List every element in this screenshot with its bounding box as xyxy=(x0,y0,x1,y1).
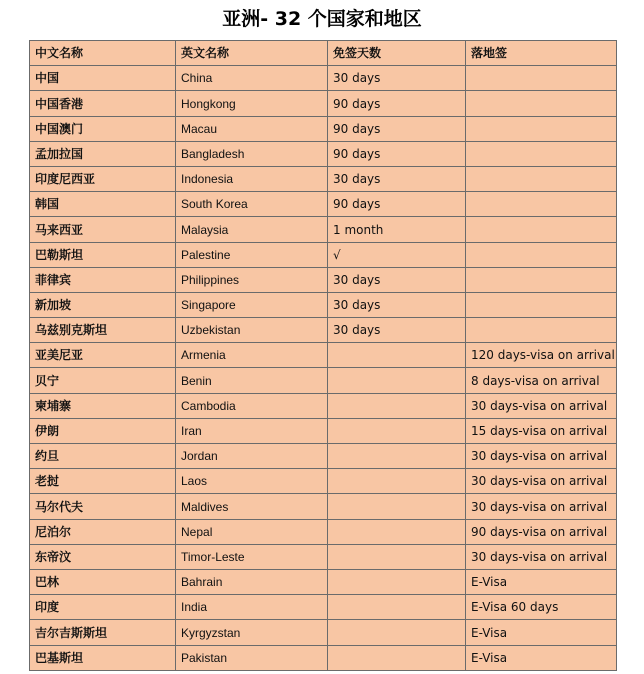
cell-visa-on-arrival xyxy=(466,217,617,242)
cell-chinese-name: 伊朗 xyxy=(30,418,176,443)
cell-visa-free-days: 1 month xyxy=(328,217,466,242)
cell-english-name: Laos xyxy=(176,469,328,494)
cell-visa-free-days xyxy=(328,494,466,519)
cell-english-name: Pakistan xyxy=(176,645,328,670)
cell-chinese-name: 孟加拉国 xyxy=(30,141,176,166)
cell-english-name: Timor-Leste xyxy=(176,544,328,569)
table-row xyxy=(30,343,617,368)
cell-visa-on-arrival xyxy=(466,116,617,141)
cell-english-name: Jordan xyxy=(176,444,328,469)
cell-english-name: Philippines xyxy=(176,267,328,292)
table-row xyxy=(30,116,617,141)
cell-visa-on-arrival: E-Visa xyxy=(466,569,617,594)
cell-chinese-name: 吉尔吉斯斯坦 xyxy=(30,620,176,645)
cell-visa-on-arrival xyxy=(466,91,617,116)
cell-chinese-name: 老挝 xyxy=(30,469,176,494)
cell-english-name: Armenia xyxy=(176,343,328,368)
table-row xyxy=(30,192,617,217)
cell-visa-free-days xyxy=(328,620,466,645)
cell-visa-on-arrival: E-Visa xyxy=(466,645,617,670)
cell-visa-free-days xyxy=(328,418,466,443)
cell-visa-on-arrival: 30 days-visa on arrival xyxy=(466,494,617,519)
cell-english-name: Indonesia xyxy=(176,166,328,191)
visa-table xyxy=(29,40,617,671)
cell-english-name: Hongkong xyxy=(176,91,328,116)
cell-visa-free-days: √ xyxy=(328,242,466,267)
header-english-name: 英文名称 xyxy=(176,41,328,66)
header-chinese-name: 中文名称 xyxy=(30,41,176,66)
table-row xyxy=(30,494,617,519)
cell-chinese-name: 亚美尼亚 xyxy=(30,343,176,368)
cell-english-name: Bahrain xyxy=(176,569,328,594)
cell-chinese-name: 东帝汶 xyxy=(30,544,176,569)
header-visa-on-arrival: 落地签 xyxy=(466,41,617,66)
cell-english-name: Uzbekistan xyxy=(176,318,328,343)
table-row xyxy=(30,620,617,645)
table-row xyxy=(30,519,617,544)
cell-visa-free-days: 90 days xyxy=(328,192,466,217)
cell-visa-free-days xyxy=(328,444,466,469)
table-row xyxy=(30,418,617,443)
cell-chinese-name: 马尔代夫 xyxy=(30,494,176,519)
cell-visa-free-days: 30 days xyxy=(328,166,466,191)
table-header-row xyxy=(30,41,617,66)
cell-visa-on-arrival: E-Visa 60 days xyxy=(466,595,617,620)
cell-chinese-name: 印度尼西亚 xyxy=(30,166,176,191)
cell-english-name: Macau xyxy=(176,116,328,141)
cell-visa-on-arrival xyxy=(466,318,617,343)
table-row xyxy=(30,469,617,494)
cell-chinese-name: 尼泊尔 xyxy=(30,519,176,544)
table-row xyxy=(30,217,617,242)
table-row xyxy=(30,242,617,267)
cell-visa-on-arrival: 90 days-visa on arrival xyxy=(466,519,617,544)
table-body xyxy=(30,66,617,671)
cell-chinese-name: 巴基斯坦 xyxy=(30,645,176,670)
cell-english-name: Palestine xyxy=(176,242,328,267)
cell-visa-free-days: 30 days xyxy=(328,66,466,91)
table-row xyxy=(30,66,617,91)
cell-chinese-name: 约旦 xyxy=(30,444,176,469)
table-row xyxy=(30,91,617,116)
cell-visa-on-arrival: 30 days-visa on arrival xyxy=(466,544,617,569)
cell-visa-free-days: 90 days xyxy=(328,141,466,166)
header-visa-free-days: 免签天数 xyxy=(328,41,466,66)
cell-visa-free-days: 90 days xyxy=(328,91,466,116)
cell-visa-on-arrival xyxy=(466,292,617,317)
table-row xyxy=(30,166,617,191)
cell-visa-free-days xyxy=(328,595,466,620)
cell-english-name: South Korea xyxy=(176,192,328,217)
cell-visa-on-arrival: 120 days-visa on arrival xyxy=(466,343,617,368)
cell-visa-on-arrival: 30 days-visa on arrival xyxy=(466,393,617,418)
cell-visa-on-arrival: 15 days-visa on arrival xyxy=(466,418,617,443)
cell-visa-on-arrival xyxy=(466,166,617,191)
cell-visa-on-arrival: 8 days-visa on arrival xyxy=(466,368,617,393)
cell-visa-free-days xyxy=(328,469,466,494)
cell-chinese-name: 中国香港 xyxy=(30,91,176,116)
cell-english-name: Nepal xyxy=(176,519,328,544)
cell-visa-on-arrival xyxy=(466,141,617,166)
cell-visa-free-days: 30 days xyxy=(328,267,466,292)
cell-english-name: Malaysia xyxy=(176,217,328,242)
cell-visa-free-days xyxy=(328,645,466,670)
table-row xyxy=(30,393,617,418)
cell-chinese-name: 巴勒斯坦 xyxy=(30,242,176,267)
cell-visa-free-days xyxy=(328,569,466,594)
cell-chinese-name: 乌兹别克斯坦 xyxy=(30,318,176,343)
cell-visa-on-arrival xyxy=(466,242,617,267)
cell-visa-free-days: 30 days xyxy=(328,318,466,343)
cell-english-name: India xyxy=(176,595,328,620)
cell-chinese-name: 贝宁 xyxy=(30,368,176,393)
cell-visa-free-days xyxy=(328,368,466,393)
cell-chinese-name: 新加坡 xyxy=(30,292,176,317)
cell-chinese-name: 马来西亚 xyxy=(30,217,176,242)
cell-english-name: Benin xyxy=(176,368,328,393)
cell-visa-free-days xyxy=(328,544,466,569)
cell-visa-on-arrival xyxy=(466,192,617,217)
cell-english-name: Bangladesh xyxy=(176,141,328,166)
cell-visa-free-days xyxy=(328,343,466,368)
cell-english-name: Singapore xyxy=(176,292,328,317)
cell-english-name: Maldives xyxy=(176,494,328,519)
cell-chinese-name: 中国澳门 xyxy=(30,116,176,141)
page-title: 亚洲- 32 个国家和地区 xyxy=(222,8,422,30)
cell-visa-on-arrival: E-Visa xyxy=(466,620,617,645)
cell-chinese-name: 中国 xyxy=(30,66,176,91)
cell-english-name: China xyxy=(176,66,328,91)
cell-chinese-name: 柬埔寨 xyxy=(30,393,176,418)
table-row xyxy=(30,444,617,469)
table-row xyxy=(30,544,617,569)
table-row xyxy=(30,292,617,317)
table-row xyxy=(30,318,617,343)
cell-visa-on-arrival xyxy=(466,66,617,91)
cell-english-name: Kyrgyzstan xyxy=(176,620,328,645)
table-row xyxy=(30,368,617,393)
cell-visa-free-days: 30 days xyxy=(328,292,466,317)
cell-visa-on-arrival xyxy=(466,267,617,292)
cell-visa-free-days xyxy=(328,519,466,544)
cell-chinese-name: 菲律宾 xyxy=(30,267,176,292)
cell-english-name: Iran xyxy=(176,418,328,443)
table-row xyxy=(30,141,617,166)
cell-chinese-name: 印度 xyxy=(30,595,176,620)
table-row xyxy=(30,645,617,670)
cell-visa-free-days xyxy=(328,393,466,418)
cell-visa-on-arrival: 30 days-visa on arrival xyxy=(466,444,617,469)
cell-chinese-name: 巴林 xyxy=(30,569,176,594)
table-row xyxy=(30,267,617,292)
table-row xyxy=(30,569,617,594)
cell-visa-on-arrival: 30 days-visa on arrival xyxy=(466,469,617,494)
cell-english-name: Cambodia xyxy=(176,393,328,418)
cell-chinese-name: 韩国 xyxy=(30,192,176,217)
cell-visa-free-days: 90 days xyxy=(328,116,466,141)
table-row xyxy=(30,595,617,620)
